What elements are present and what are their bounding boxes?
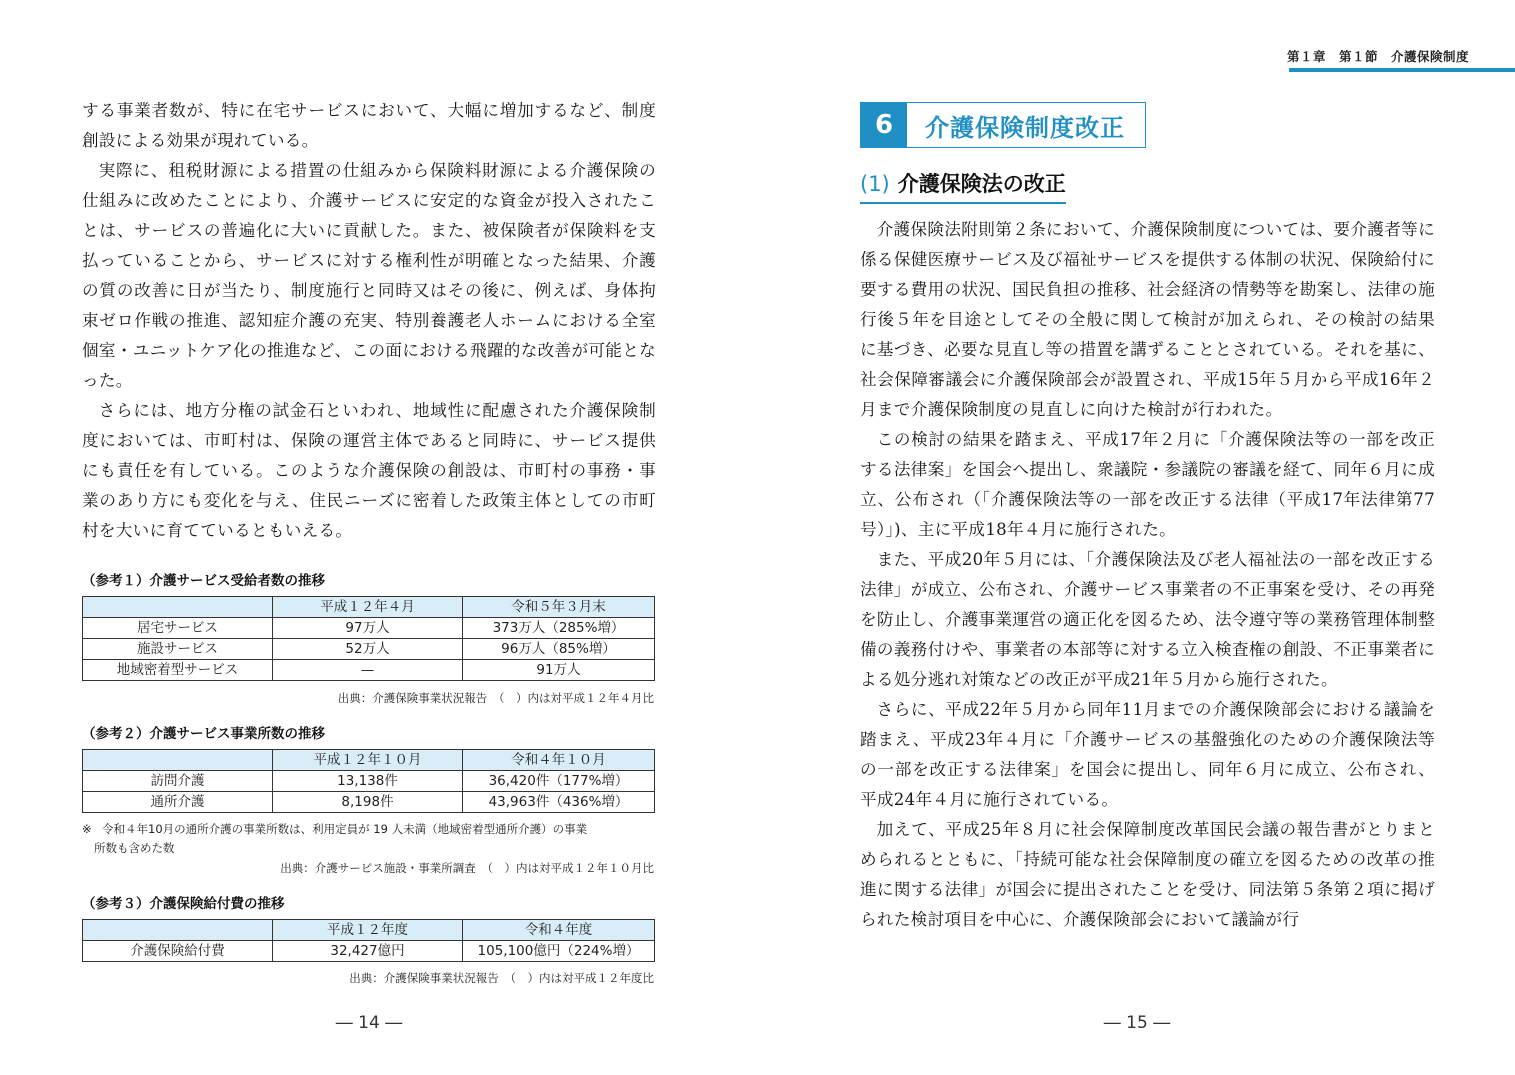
table-cell: 訪問介護: [83, 771, 273, 792]
table-header: [83, 920, 273, 941]
running-header: 第１章 第１節 介護保険制度: [1286, 49, 1469, 64]
paragraph: さらには、地方分権の試金石といわれ、地域性に配慮された介護保険制度においては、市町村は、保険の運営主体であると同時に、サービス提供にも責任を有している。このような介護保険の創設は、市町村の事務・事業のあり方にも変化を与え、住民ニーズに密着した政策主体としての市町村を大いに育てているともいえる。: [82, 401, 656, 540]
table-row: [83, 618, 655, 639]
right-body-text: [860, 215, 1435, 935]
ref1-title: （参考１）介護サービス受給者数の推移: [82, 573, 325, 589]
paragraph: する事業者数が、特に在宅サービスにおいて、大幅に増加するなど、制度創設による効果が現れている。: [82, 101, 656, 150]
subsection-heading: [860, 168, 1066, 204]
subsection-title: 介護保険法の改正: [897, 172, 1066, 196]
table-header-row: [83, 920, 655, 941]
left-page: [0, 0, 757, 1075]
table-header: [83, 750, 273, 771]
ref3-title: （参考３）介護保険給付費の推移: [82, 896, 285, 912]
paragraph: 介護保険法附則第２条において、介護保険制度については、要介護者等に係る保健医療サービス及び福祉サービスを提供する体制の状況、保険給付に要する費用の状況、国民負担の推移、社会経済の情勢等を勘案し、法律の施行後５年を目途としてその全般に関して検討が加えられ、その検討の結果に基づき、必要な見直し等の措置を講ずることとされている。それを基に、社会保障審議会に介護保険部会が設置され、平成15年５月から平成16年２月まで介護保険制度の見直しに向けた検討が行われた。: [860, 220, 1435, 419]
paragraph: また、平成20年５月には、「介護保険法及び老人福祉法の一部を改正する法律」が成立、公布され、介護サービス事業者の不正事案を受け、その再発を防止し、介護事業運営の適正化を図るため、法令遵守等の業務管理体制整備の義務付けや、事業者の本部等に対する立入検査権の創設、不正事業者による処分逃れ対策などの改正が平成21年５月から施行された。: [860, 550, 1435, 689]
table-header: 令和４年度: [463, 920, 655, 941]
table-header: 平成１２年１０月: [273, 750, 463, 771]
table-cell: 52万人: [273, 639, 463, 660]
subsection-number: (1): [860, 172, 890, 196]
table-cell: 105,100億円（224%増）: [463, 941, 655, 962]
table-cell: 介護保険給付費: [83, 941, 273, 962]
table-header: 平成１２年度: [273, 920, 463, 941]
table-cell: 地域密着型サービス: [83, 660, 273, 681]
page-number: ― 15 ―: [1103, 1013, 1171, 1033]
table-row: [83, 771, 655, 792]
table-header: 平成１２年４月: [273, 597, 463, 618]
section-heading: [860, 102, 1146, 148]
table-row: [83, 639, 655, 660]
paragraph: 加えて、平成25年８月に社会保障制度改革国民会議の報告書がとりまとめられるとともに、「持続可能な社会保障制度の確立を図るための改革の推進に関する法律」が国会に提出されたことを受け、同法第５条第２項に掲げられた検討項目を中心に、介護保険部会において議論が行: [860, 820, 1435, 929]
header-rule: [1289, 68, 1515, 72]
ref2-table: [82, 749, 655, 813]
table-cell: 居宅サービス: [83, 618, 273, 639]
paragraph: この検討の結果を踏まえ、平成17年２月に「介護保険法等の一部を改正する法律案」を国会へ提出し、衆議院・参議院の審議を経て、同年６月に成立、公布され（「介護保険法等の一部を改正する法律（平成17年法律第77号）」)、主に平成18年４月に施行された。: [860, 430, 1435, 539]
table-header-row: [83, 597, 655, 618]
paragraph: さらに、平成22年５月から同年11月までの介護保険部会における議論を踏まえ、平成23年４月に「介護サービスの基盤強化のための介護保険法等の一部を改正する法律案」を国会に提出し、同年６月に成立、公布され、平成24年４月に施行されている。: [860, 700, 1435, 809]
section-number: 6: [861, 103, 907, 147]
ref1-source: 出典：介護保険事業状況報告 （ ）内は対平成１２年４月比: [337, 691, 654, 705]
table-cell: 13,138件: [273, 771, 463, 792]
table-header: 令和４年１０月: [463, 750, 655, 771]
ref2-title: （参考２）介護サービス事業所数の推移: [82, 726, 325, 742]
table-cell: —: [273, 660, 463, 681]
ref1-table: [82, 596, 655, 681]
table-cell: 373万人（285%増）: [463, 618, 655, 639]
page-number: ― 14 ―: [335, 1013, 403, 1033]
table-cell: 97万人: [273, 618, 463, 639]
table-cell: 8,198件: [273, 792, 463, 813]
table-header: 令和５年３月末: [463, 597, 655, 618]
ref3-table: [82, 919, 655, 962]
ref3-source: 出典：介護保険事業状況報告 （ ）内は対平成１２年度比: [349, 971, 654, 985]
table-header-row: [83, 750, 655, 771]
table-row: [83, 660, 655, 681]
left-body-text: [82, 96, 656, 546]
note-line: 所数も含めた数: [94, 841, 175, 855]
table-cell: 96万人（85%増）: [463, 639, 655, 660]
table-cell: 43,963件（436%増）: [463, 792, 655, 813]
table-row: [83, 792, 655, 813]
note-mark: ※: [82, 822, 92, 836]
table-cell: 施設サービス: [83, 639, 273, 660]
table-cell: 通所介護: [83, 792, 273, 813]
paragraph: 実際に、租税財源による措置の仕組みから保険料財源による介護保険の仕組みに改めたことにより、介護サービスに安定的な資金が投入されたことは、サービスの普遍化に大いに貢献した。また、被保険者が保険料を支払っていることから、サービスに対する権利性が明確となった結果、介護の質の改善に日が当たり、制度施行と同時又はその後に、例えば、身体拘束ゼロ作戦の推進、認知症介護の充実、特別養護老人ホームにおける全室個室・ユニットケア化の推進など、この面における飛躍的な改善が可能となった。: [82, 161, 656, 390]
table-cell: 91万人: [463, 660, 655, 681]
note-line: 令和４年10月の通所介護の事業所数は、利用定員が 19 人未満（地域密着型通所介護）の事業: [102, 822, 588, 836]
table-cell: 36,420件（177%増）: [463, 771, 655, 792]
section-title: 介護保険制度改正: [925, 113, 1125, 142]
table-header: [83, 597, 273, 618]
table-cell: 32,427億円: [273, 941, 463, 962]
table-row: [83, 941, 655, 962]
right-page: [757, 0, 1515, 1075]
ref2-source: 出典：介護サービス施設・事業所調査 （ ）内は対平成１２年１０月比: [280, 861, 654, 875]
ref2-note: [82, 820, 657, 858]
